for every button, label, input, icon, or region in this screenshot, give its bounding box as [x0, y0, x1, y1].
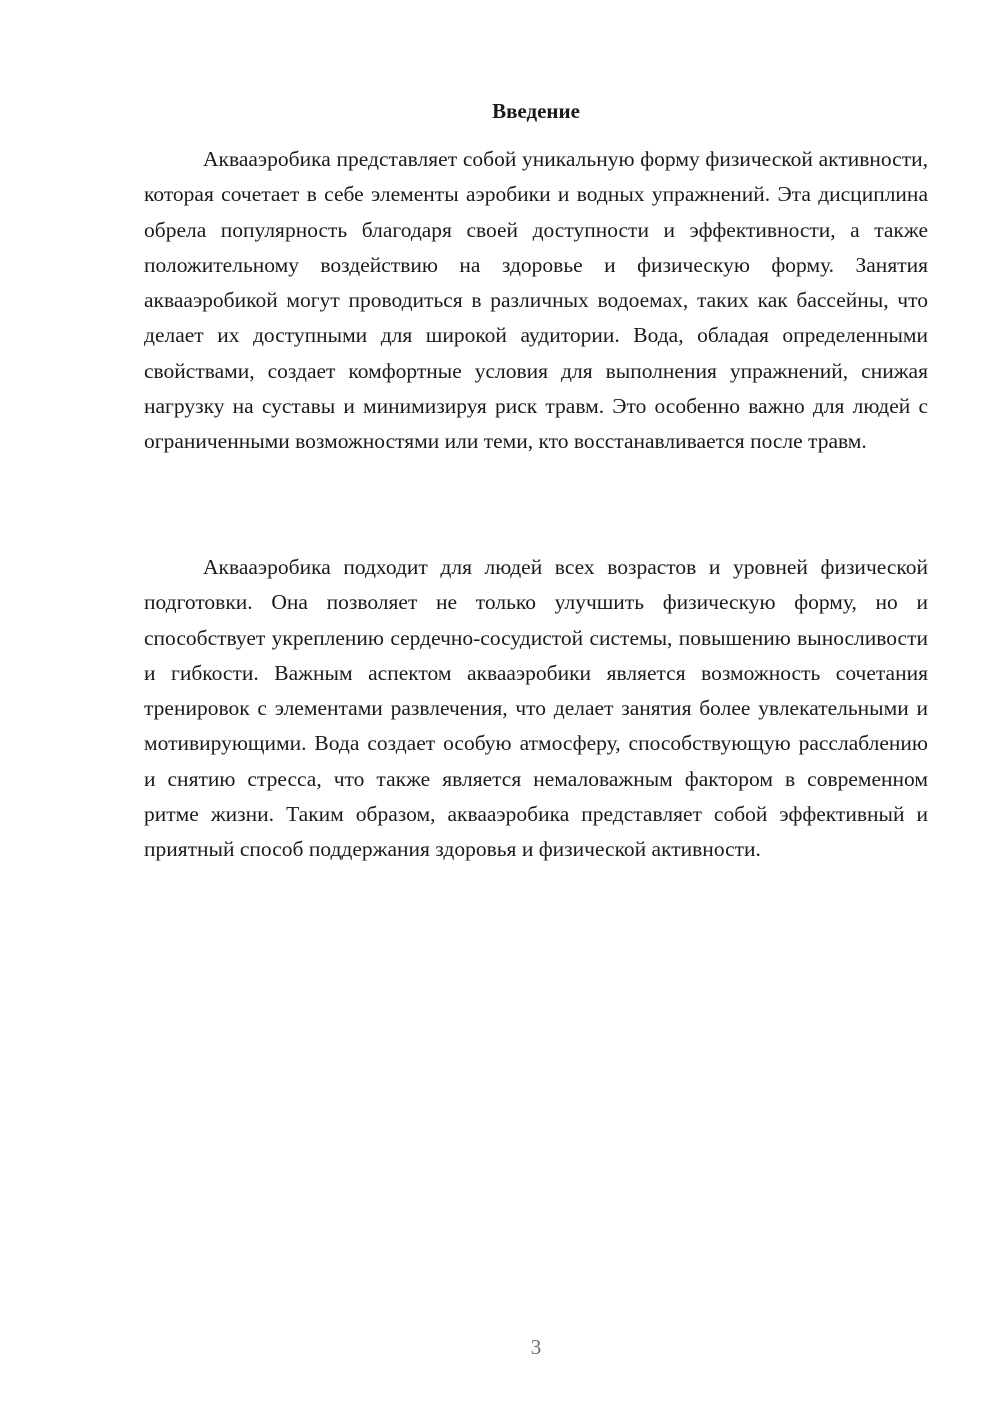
paragraph-1: Аквааэробика представляет собой уникальную форму физической активности, которая сочетает в себе элементы аэробики и водных упражнений. Эта дисциплина обрела популярность благодаря своей доступности и эффективности, а также положительному воздействию на здоровье и физическую форму. Занятия аквааэробикой могут проводиться в различных водоемах, таких как бассейны, что делает их доступными для широкой аудитории. Вода, обладая определенными свойствами, создает комфортные условия для выполнения упражнений, снижая нагрузку на суставы и минимизируя риск травм. Это особенно важно для людей с ограниченными возможностями или теми, кто восстанавливается после травм. [144, 147, 928, 454]
section-heading: Введение [492, 99, 580, 123]
paragraph-2: Аквааэробика подходит для людей всех возрастов и уровней физической подготовки. Она позволяет не только улучшить физическую форму, но и способствует укреплению сердечно-сосудистой системы, повышению выносливости и гибкости. Важным аспектом аквааэробики является возможность сочетания тренировок с элементами развлечения, что делает занятия более увлекательными и мотивирующими. Вода создает особую атмосферу, способствующую расслаблению и снятию стресса, что также является немаловажным фактором в современном ритме жизни. Таким образом, аквааэробика представляет собой эффективный и приятный способ поддержания здоровья и физической активности. [144, 555, 928, 862]
page-number: 3 [530, 1335, 542, 1359]
